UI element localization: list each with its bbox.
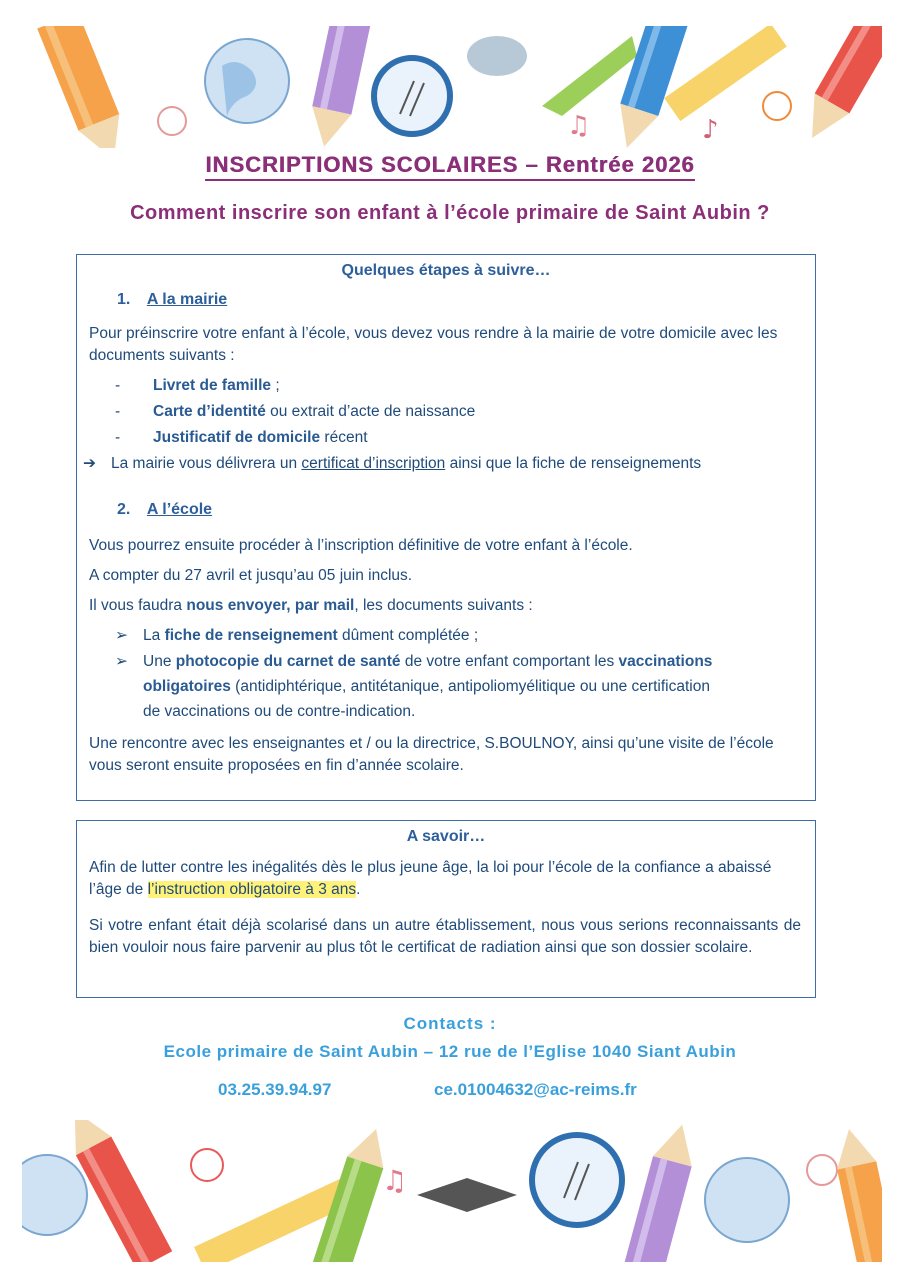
bullet-bold: Livret de famille [153, 377, 272, 394]
phone-number[interactable]: 03.25.39.94.97 [218, 1080, 332, 1099]
page-title [0, 152, 900, 178]
arrow-icon: ➔ [83, 455, 96, 472]
section-number: 1. [117, 291, 131, 308]
ecole-line-3: Il vous faudra nous envoyer, par mail, les documents suivants : [89, 597, 533, 614]
ecole-line-1: Vous pourrez ensuite procéder à l’inscription définitive de votre enfant à l’école. [89, 537, 633, 554]
page-title-text: INSCRIPTIONS SCOLAIRES – Rentrée 2026 [205, 152, 694, 181]
ecole-dates: A compter du 27 avril et jusqu’au 05 juin inclus. [89, 567, 413, 584]
page-subtitle: Comment inscrire son enfant à l’école primaire de Saint Aubin ? [130, 202, 770, 224]
bullet-marker: - [115, 429, 121, 446]
bullet-rest: récent [320, 429, 368, 446]
bottom-decorative-banner [22, 1120, 882, 1262]
section-mairie-heading [117, 291, 227, 309]
info-paragraph-1: Afin de lutter contre les inégalités dès le plus jeune âge, la loi pour l’école de la confiance a abaissé l’âge de l’instruction obligatoire à 3 ans. [89, 859, 772, 898]
svg-text:♫: ♫ [382, 1164, 408, 1197]
school-address: Ecole primaire de Saint Aubin – 12 rue de l’Eglise 1040 Siant Aubin [163, 1042, 737, 1061]
school-supplies-illustration [22, 26, 882, 148]
bullet-rest: ou extrait d’acte de naissance [265, 403, 476, 420]
highlighted-text: l’instruction obligatoire à 3 ans [147, 881, 357, 898]
contacts-section [0, 1014, 900, 1099]
section-label: A l’école [146, 501, 213, 518]
section-label: A la mairie [146, 291, 228, 308]
svg-text:♪: ♪ [702, 115, 719, 145]
bullet-marker: - [115, 403, 121, 420]
bullet-bold: Carte d’identité [153, 403, 266, 420]
info-heading: A savoir… [406, 828, 486, 845]
note-text: La mairie vous délivrera un [111, 455, 302, 472]
email-link[interactable]: ce.01004632@ac-reims.fr [434, 1080, 637, 1099]
bullet-rest: ; [271, 377, 280, 394]
mairie-intro: Pour préinscrire votre enfant à l’école, vous devez vous rendre à la mairie de votre domicile avec les documents suivants : [89, 325, 778, 364]
contacts-heading: Contacts : [403, 1014, 497, 1033]
bullet-bold: Justificatif de domicile [153, 429, 321, 446]
chevron-bullet-icon: ➢ [115, 627, 128, 644]
info-box [76, 820, 816, 998]
closing-paragraph: Une rencontre avec les enseignantes et / ou la directrice, S.BOULNOY, ainsi qu’une visite de l’école vous seront ensuite proposées en fin d’année scolaire. [89, 735, 774, 774]
chevron-bullet-icon: ➢ [115, 653, 128, 670]
bullet-marker: - [115, 377, 121, 394]
certificate-link-text: certificat d’inscription [301, 455, 446, 472]
svg-text:♫: ♫ [567, 111, 591, 141]
school-supplies-illustration-bottom [22, 1120, 882, 1262]
top-decorative-banner [22, 26, 882, 148]
info-paragraph-2: Si votre enfant était déjà scolarisé dans un autre établissement, nous vous serions reconnaissants de bien vouloir nous faire parvenir au plus tôt le certificat de radiation ainsi que son dossier scolaire. [89, 917, 801, 956]
section-number: 2. [117, 501, 131, 518]
section-ecole-heading [117, 501, 212, 519]
steps-heading: Quelques étapes à suivre… [341, 262, 551, 279]
steps-box: Quelques étapes à suivre… 1. A la mairie Pour préinscrire votre enfant à l’école, vous devez vous rendre à la mairie de votre domicile avec les documents suivants : - Livret de famille ; - Carte d’identité ou extrait d’acte de naissance - Justificatif de domicile récent ➔ La mairie vous délivrera un certificat d’inscription ainsi que la fiche de renseignements 2. A l’école Vous pourrez ensuite procéder à l’inscription définitive de votre enfant à l’école. A compter du 27 avril et jusqu’au 05 juin inclus. Il vous faudra nous envoyer, par mail, les documents suivants : ➢ La fiche de renseignement dûment complétée ; ➢ Une photocopie du carnet de santé de votre enfant comportant les vaccinations obligatoires (antidiphtérique, antitétanique, antipoliomyélitique ou une certification de vaccinations ou de contre-indication. Une rencontre avec les enseignantes et / ou la directrice, S.BOULNOY, ainsi qu’une visite de l’école vous seront ensuite proposées en fin d’année scolaire. [76, 254, 816, 801]
note-text-end: ainsi que la fiche de renseignements [445, 455, 702, 472]
